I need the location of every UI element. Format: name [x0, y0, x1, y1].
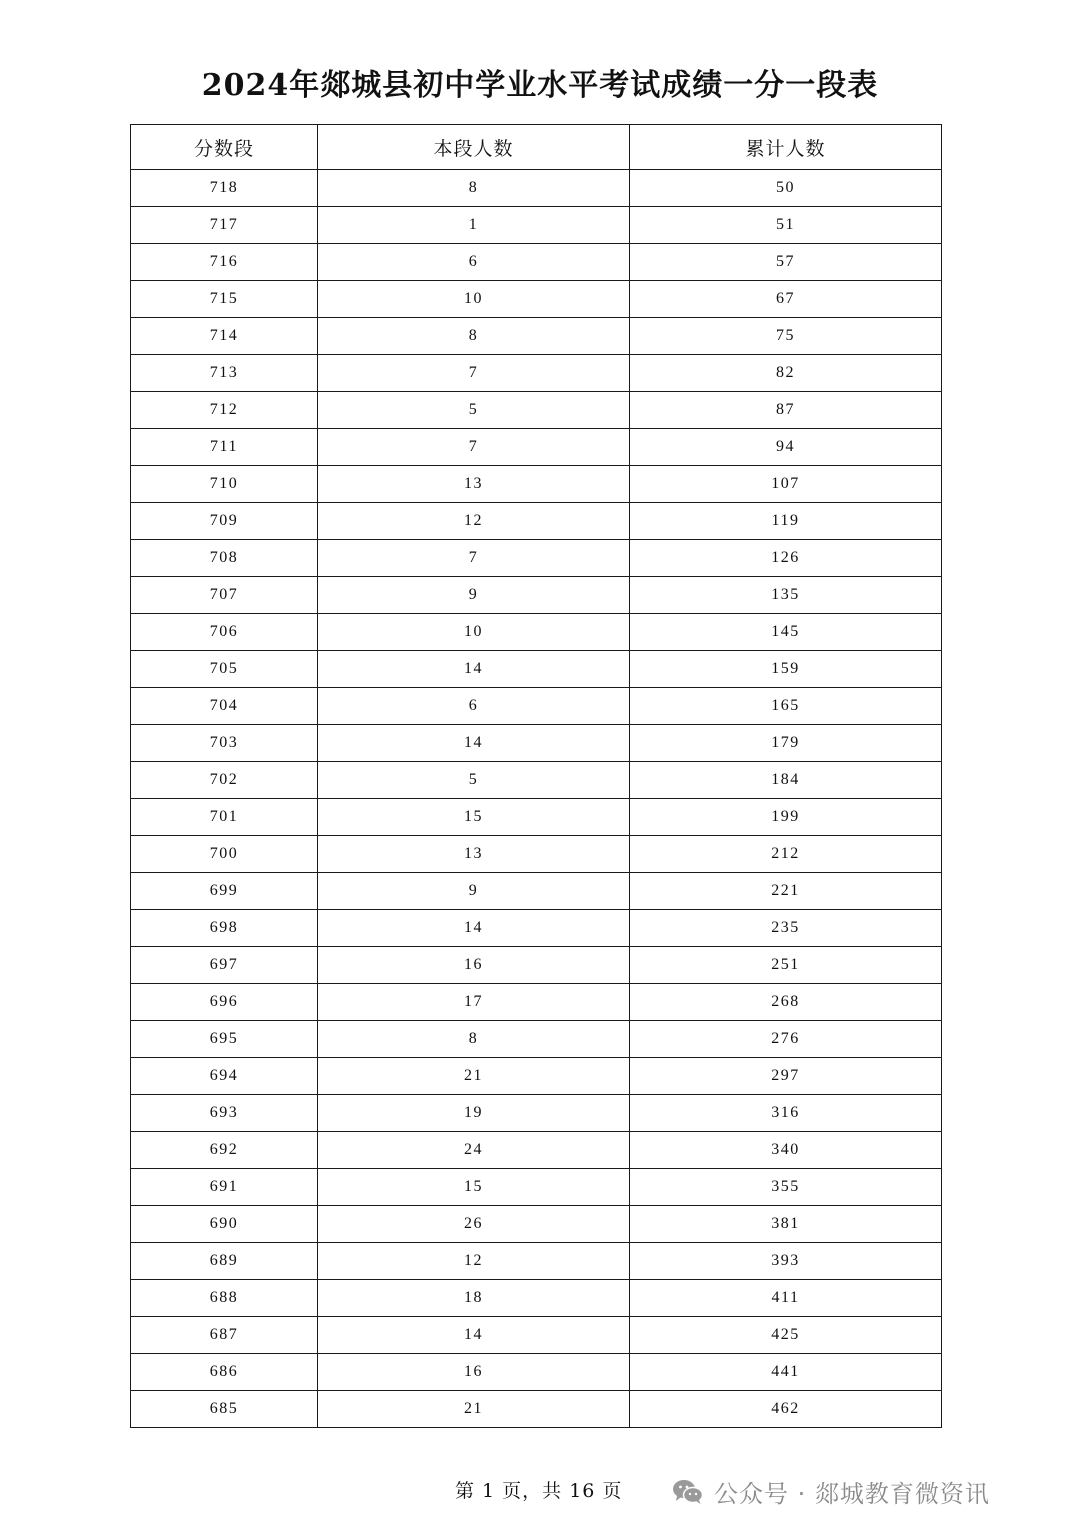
- table-row: [131, 281, 942, 318]
- table-row: [131, 392, 942, 429]
- cell-cumulative-count: 159: [630, 651, 942, 688]
- cell-band-count: 7: [318, 355, 630, 392]
- cell-score-band: 692: [131, 1132, 318, 1169]
- cell-cumulative-count: 425: [630, 1317, 942, 1354]
- table-row: [131, 207, 942, 244]
- cell-band-count: 10: [318, 614, 630, 651]
- table-header-row: [131, 125, 942, 170]
- table-row: [131, 244, 942, 281]
- page-footer: [0, 1474, 1080, 1506]
- cell-cumulative-count: 340: [630, 1132, 942, 1169]
- cell-score-band: 713: [131, 355, 318, 392]
- cell-band-count: 12: [318, 1243, 630, 1280]
- cell-cumulative-count: 462: [630, 1391, 942, 1428]
- table-row: [131, 355, 942, 392]
- cell-score-band: 711: [131, 429, 318, 466]
- cell-score-band: 710: [131, 466, 318, 503]
- cell-band-count: 14: [318, 651, 630, 688]
- cell-band-count: 7: [318, 540, 630, 577]
- cell-score-band: 686: [131, 1354, 318, 1391]
- cell-score-band: 691: [131, 1169, 318, 1206]
- cell-band-count: 8: [318, 1021, 630, 1058]
- cell-cumulative-count: 57: [630, 244, 942, 281]
- cell-band-count: 6: [318, 244, 630, 281]
- cell-score-band: 702: [131, 762, 318, 799]
- cell-cumulative-count: 251: [630, 947, 942, 984]
- cell-cumulative-count: 212: [630, 836, 942, 873]
- header-band-count: 本段人数: [318, 125, 630, 170]
- cell-band-count: 8: [318, 170, 630, 207]
- cell-cumulative-count: 82: [630, 355, 942, 392]
- cell-cumulative-count: 165: [630, 688, 942, 725]
- cell-cumulative-count: 67: [630, 281, 942, 318]
- cell-band-count: 13: [318, 836, 630, 873]
- cell-cumulative-count: 393: [630, 1243, 942, 1280]
- cell-cumulative-count: 107: [630, 466, 942, 503]
- cell-score-band: 694: [131, 1058, 318, 1095]
- table-row: [131, 1095, 942, 1132]
- table-row: [131, 984, 942, 1021]
- table-row: [131, 1391, 942, 1428]
- cell-cumulative-count: 126: [630, 540, 942, 577]
- cell-band-count: 24: [318, 1132, 630, 1169]
- cell-score-band: 708: [131, 540, 318, 577]
- cell-score-band: 690: [131, 1206, 318, 1243]
- cell-band-count: 7: [318, 429, 630, 466]
- header-cumulative-count: 累计人数: [630, 125, 942, 170]
- cell-band-count: 21: [318, 1058, 630, 1095]
- cell-cumulative-count: 119: [630, 503, 942, 540]
- wechat-icon: [672, 1478, 704, 1506]
- cell-band-count: 13: [318, 466, 630, 503]
- table-row: [131, 503, 942, 540]
- cell-band-count: 1: [318, 207, 630, 244]
- cell-cumulative-count: 199: [630, 799, 942, 836]
- cell-score-band: 705: [131, 651, 318, 688]
- table-row: [131, 1354, 942, 1391]
- cell-score-band: 706: [131, 614, 318, 651]
- cell-band-count: 9: [318, 577, 630, 614]
- cell-cumulative-count: 268: [630, 984, 942, 1021]
- cell-band-count: 14: [318, 725, 630, 762]
- watermark-text: 公众号 · 郯城教育微资讯: [714, 1480, 990, 1508]
- cell-cumulative-count: 297: [630, 1058, 942, 1095]
- cell-band-count: 5: [318, 762, 630, 799]
- table-row: [131, 947, 942, 984]
- cell-score-band: 697: [131, 947, 318, 984]
- cell-band-count: 26: [318, 1206, 630, 1243]
- table-row: [131, 1206, 942, 1243]
- cell-score-band: 712: [131, 392, 318, 429]
- cell-band-count: 15: [318, 799, 630, 836]
- cell-band-count: 6: [318, 688, 630, 725]
- cell-cumulative-count: 235: [630, 910, 942, 947]
- cell-band-count: 16: [318, 1354, 630, 1391]
- cell-band-count: 19: [318, 1095, 630, 1132]
- table-row: [131, 577, 942, 614]
- watermark: [672, 1474, 990, 1509]
- cell-score-band: 701: [131, 799, 318, 836]
- page-number: 第 1 页，共 16 页: [455, 1480, 623, 1502]
- table-row: [131, 1021, 942, 1058]
- cell-score-band: 695: [131, 1021, 318, 1058]
- cell-cumulative-count: 276: [630, 1021, 942, 1058]
- cell-cumulative-count: 441: [630, 1354, 942, 1391]
- cell-cumulative-count: 184: [630, 762, 942, 799]
- table-row: [131, 170, 942, 207]
- cell-cumulative-count: 411: [630, 1280, 942, 1317]
- cell-cumulative-count: 316: [630, 1095, 942, 1132]
- cell-score-band: 698: [131, 910, 318, 947]
- cell-score-band: 685: [131, 1391, 318, 1428]
- cell-cumulative-count: 51: [630, 207, 942, 244]
- cell-score-band: 696: [131, 984, 318, 1021]
- cell-band-count: 21: [318, 1391, 630, 1428]
- cell-cumulative-count: 50: [630, 170, 942, 207]
- cell-score-band: 693: [131, 1095, 318, 1132]
- table-row: [131, 1169, 942, 1206]
- table-row: [131, 466, 942, 503]
- cell-band-count: 10: [318, 281, 630, 318]
- cell-cumulative-count: 381: [630, 1206, 942, 1243]
- cell-cumulative-count: 221: [630, 873, 942, 910]
- cell-band-count: 17: [318, 984, 630, 1021]
- table-row: [131, 540, 942, 577]
- cell-score-band: 704: [131, 688, 318, 725]
- cell-score-band: 699: [131, 873, 318, 910]
- score-distribution-table: [130, 124, 942, 1428]
- table-body: [131, 170, 942, 1428]
- table-row: [131, 1132, 942, 1169]
- cell-band-count: 18: [318, 1280, 630, 1317]
- header-score-band: 分数段: [131, 125, 318, 170]
- table-row: [131, 836, 942, 873]
- document-title: 2024年郯城县初中学业水平考试成绩一分一段表: [201, 68, 879, 103]
- cell-score-band: 709: [131, 503, 318, 540]
- table-row: [131, 688, 942, 725]
- cell-band-count: 14: [318, 910, 630, 947]
- table-row: [131, 1317, 942, 1354]
- table-row: [131, 614, 942, 651]
- cell-cumulative-count: 179: [630, 725, 942, 762]
- table-row: [131, 429, 942, 466]
- cell-score-band: 689: [131, 1243, 318, 1280]
- cell-score-band: 716: [131, 244, 318, 281]
- table-row: [131, 725, 942, 762]
- cell-score-band: 703: [131, 725, 318, 762]
- cell-score-band: 714: [131, 318, 318, 355]
- table-row: [131, 651, 942, 688]
- table-row: [131, 1243, 942, 1280]
- cell-band-count: 8: [318, 318, 630, 355]
- cell-band-count: 15: [318, 1169, 630, 1206]
- cell-band-count: 5: [318, 392, 630, 429]
- cell-score-band: 700: [131, 836, 318, 873]
- cell-score-band: 717: [131, 207, 318, 244]
- cell-cumulative-count: 87: [630, 392, 942, 429]
- table-row: [131, 799, 942, 836]
- cell-band-count: 12: [318, 503, 630, 540]
- cell-band-count: 9: [318, 873, 630, 910]
- cell-cumulative-count: 135: [630, 577, 942, 614]
- cell-score-band: 687: [131, 1317, 318, 1354]
- cell-cumulative-count: 75: [630, 318, 942, 355]
- cell-score-band: 688: [131, 1280, 318, 1317]
- cell-score-band: 715: [131, 281, 318, 318]
- cell-score-band: 718: [131, 170, 318, 207]
- table-row: [131, 873, 942, 910]
- cell-score-band: 707: [131, 577, 318, 614]
- table-row: [131, 1058, 942, 1095]
- table-row: [131, 762, 942, 799]
- cell-band-count: 14: [318, 1317, 630, 1354]
- table-row: [131, 318, 942, 355]
- cell-cumulative-count: 145: [630, 614, 942, 651]
- table-row: [131, 910, 942, 947]
- table-row: [131, 1280, 942, 1317]
- cell-cumulative-count: 94: [630, 429, 942, 466]
- cell-band-count: 16: [318, 947, 630, 984]
- cell-cumulative-count: 355: [630, 1169, 942, 1206]
